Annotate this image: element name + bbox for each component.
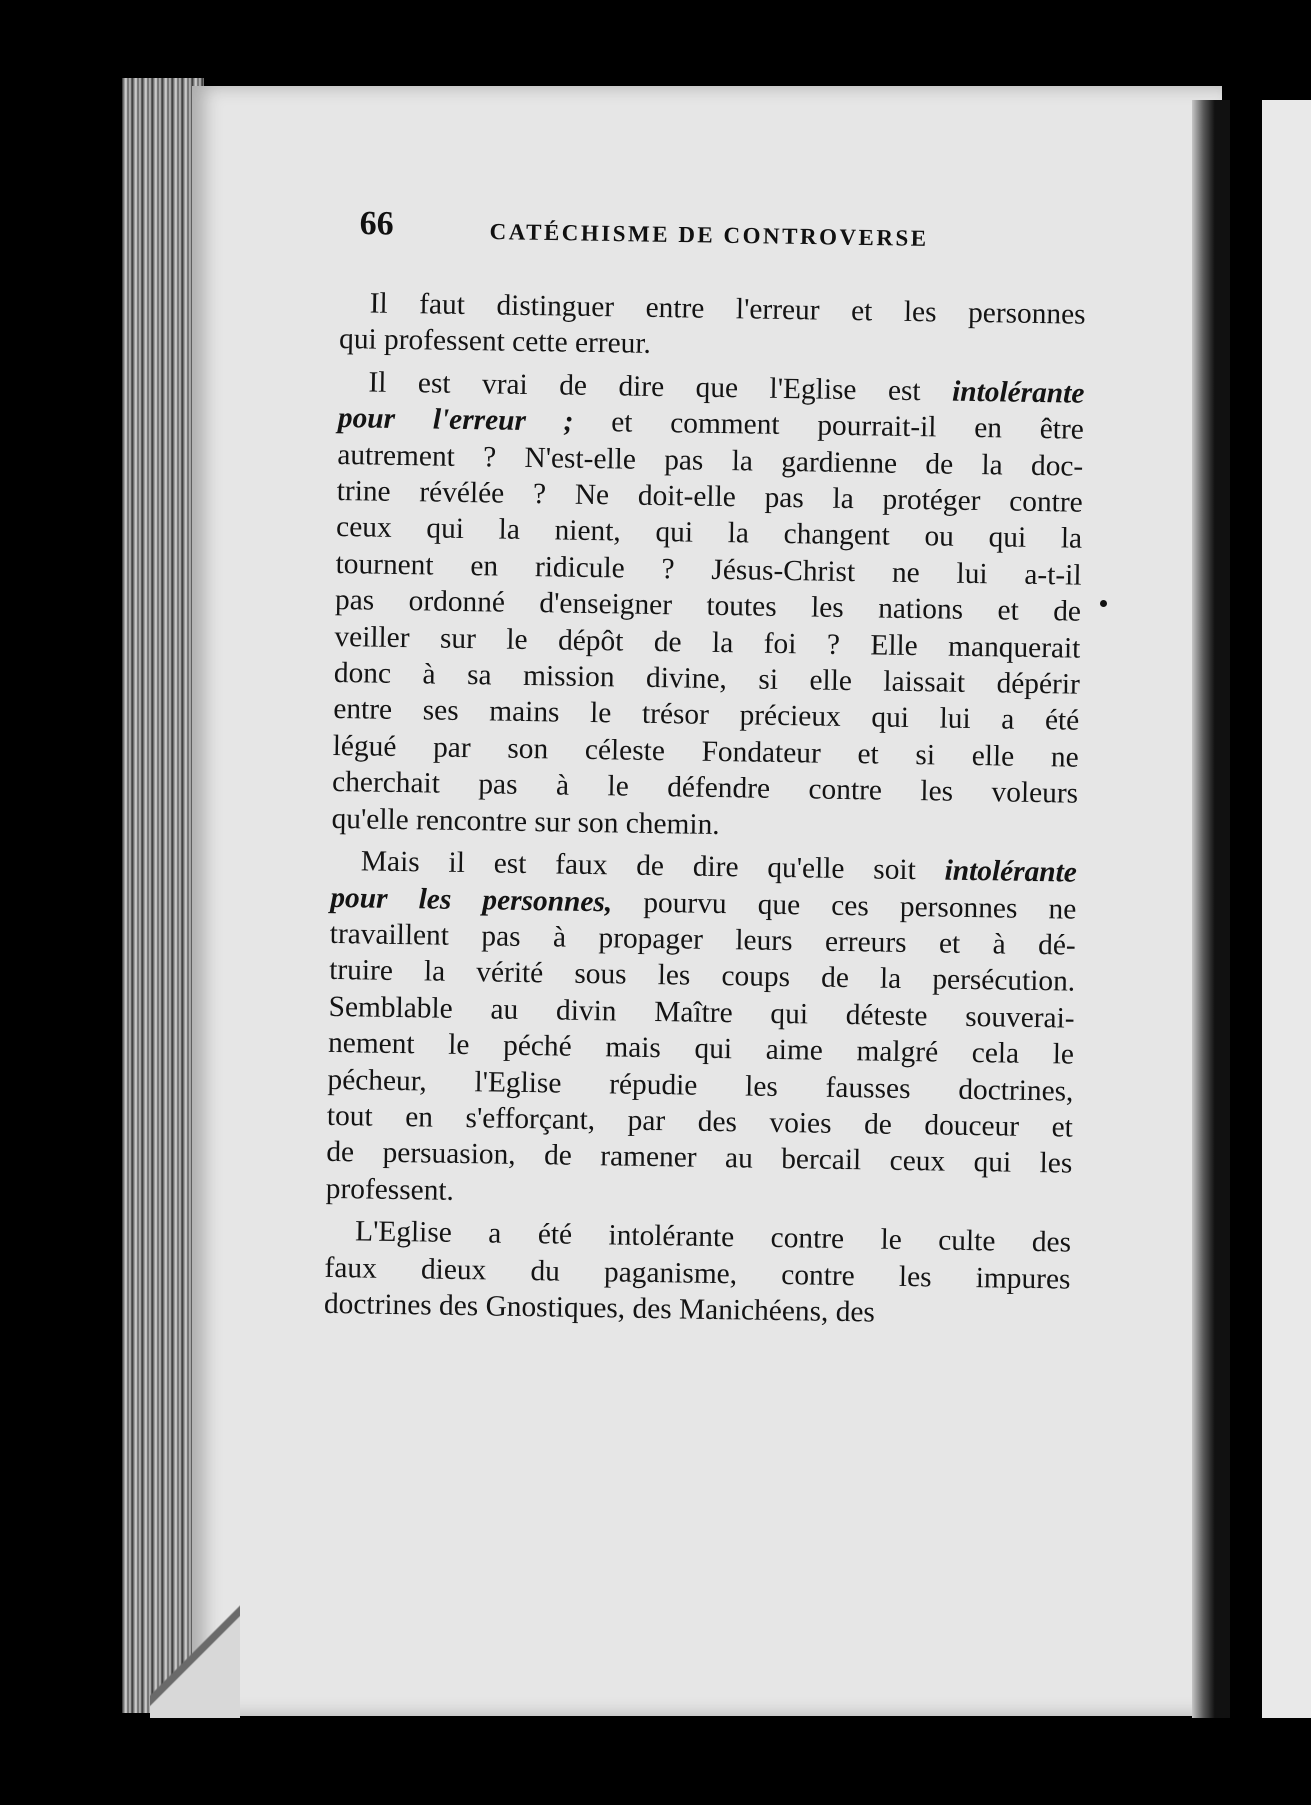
text-run: donc à sa mission divine, si elle laissait dépérir (333, 657, 1081, 701)
text-run: trine révélée ? Ne doit-elle pas la protéger contre (336, 475, 1083, 519)
text-run: professent. (325, 1172, 455, 1207)
text-run: L'Eglise a été intolérante contre le culte des (354, 1215, 1072, 1259)
text-run: tout en s'efforçant, par des voies de douceur et (326, 1099, 1074, 1144)
text-run: tournent en ridicule ? Jésus-Christ ne lui a-t-il (335, 547, 1082, 592)
italic-run: intolérante (951, 375, 1085, 410)
text-run: faux dieux du paganisme, contre les impures (324, 1251, 1071, 1296)
italic-run: pour les personnes, (330, 881, 613, 918)
text-run: pas ordonné d'enseigner toutes les nations et de (334, 584, 1082, 628)
text-run: veiller sur le dépôt de la foi ? Elle manquerait (334, 620, 1081, 665)
text-run: doctrines des Gnostiques, des Manichéens, des (323, 1287, 876, 1329)
text-run: cherchait pas à le défendre contre les voleurs (331, 766, 1079, 810)
facing-page-edge (1262, 100, 1311, 1740)
text-run: de persuasion, de ramener au bercail ceux qui les (326, 1136, 1073, 1180)
text-run: Il faut distinguer entre l'erreur et les personnes (369, 287, 1086, 331)
text-run: ceux qui la nient, qui la changent ou qui la (335, 511, 1083, 556)
running-title: CATÉCHISME DE CONTROVERSE (489, 219, 929, 251)
text-run: pécheur, l'Eglise répudie les fausses doctrines, (327, 1063, 1074, 1108)
text-run: légué par son céleste Fondateur et si elle ne (332, 729, 1079, 774)
page-corner-fold (150, 1600, 240, 1720)
text-run: truire la vérité sous les coups de la persécution. (328, 954, 1076, 998)
text-run: qui professent cette erreur. (338, 323, 652, 361)
text-run: Semblable au divin Maître qui déteste souverai- (328, 990, 1075, 1035)
paragraph (339, 285, 1086, 370)
italic-run: intolérante (944, 854, 1078, 889)
text-run: Il est vrai de dire que l'Eglise est (368, 366, 953, 408)
text-run: travaillent pas à propager leurs erreurs et à dé- (329, 917, 1076, 962)
scan-background (0, 1718, 1311, 1805)
paragraph (331, 364, 1084, 849)
scan-speck (1100, 600, 1107, 607)
text-run: autrement ? N'est-elle pas la gardienne de la doc- (337, 438, 1084, 483)
text-run: et comment pourrait-il en être (573, 405, 1085, 446)
italic-run: pour l'erreur ; (337, 402, 574, 438)
paragraph (324, 1213, 1072, 1334)
page-number: 66 (359, 205, 394, 243)
text-run: Mais il est faux de dire qu'elle soit (360, 845, 945, 887)
book-gutter-shadow (1192, 100, 1230, 1740)
page-header (359, 205, 1080, 276)
text-run: pourvu que ces personnes ne (611, 885, 1077, 926)
text-run: qu'elle rencontre sur son chemin. (331, 802, 720, 841)
body-text (324, 285, 1086, 1334)
paragraph (326, 843, 1078, 1219)
text-run: entre ses mains le trésor précieux qui lui a été (333, 693, 1080, 738)
text-run: nement le péché mais qui aime malgré cela le (327, 1027, 1075, 1071)
